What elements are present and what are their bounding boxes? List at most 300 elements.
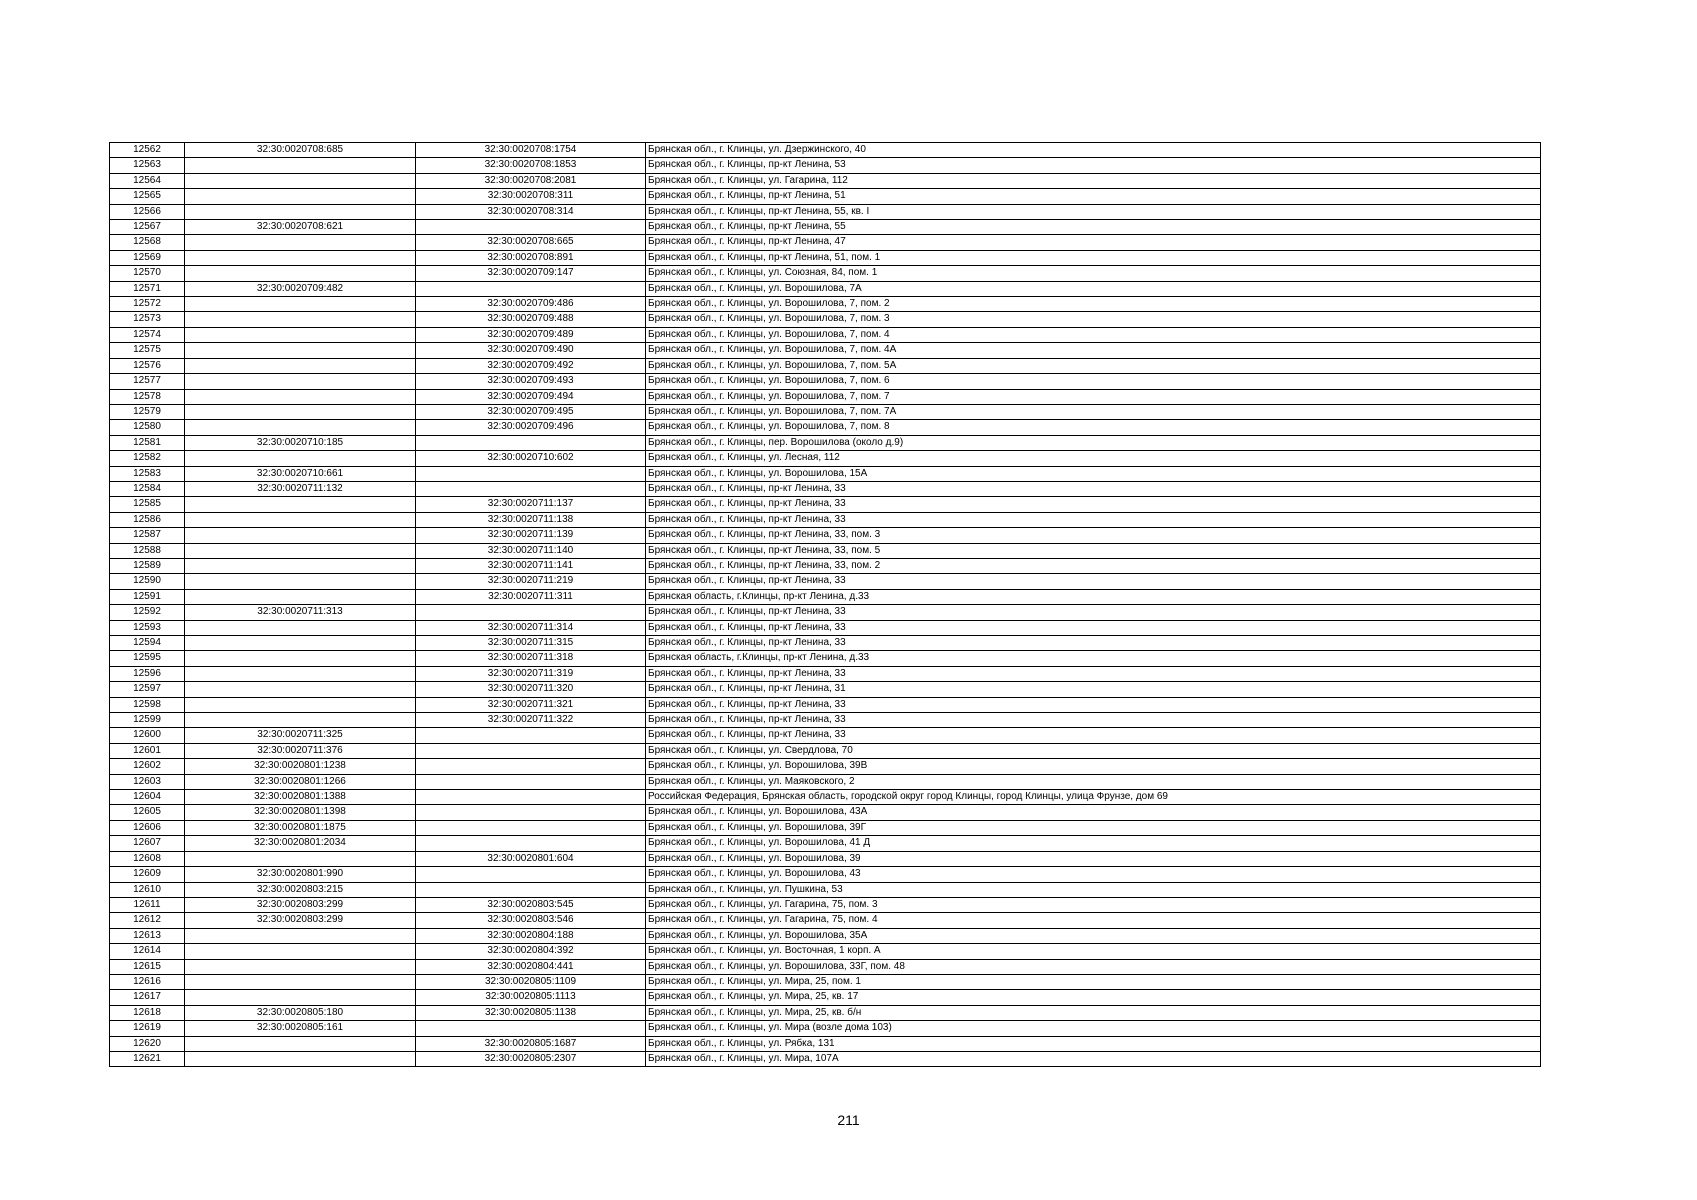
address-cell: Брянская обл., г. Клинцы, ул. Ворошилова, 35А [646, 928, 1541, 943]
address-cell: Брянская обл., г. Клинцы, ул. Пушкина, 53 [646, 882, 1541, 897]
table-row [110, 743, 1541, 758]
table-row [110, 913, 1541, 928]
object-number-cell [416, 805, 646, 820]
table-row [110, 882, 1541, 897]
address-cell: Брянская обл., г. Клинцы, пр-кт Ленина, 33 [646, 728, 1541, 743]
cadastral-number-cell [185, 250, 416, 265]
page-number: 211 [837, 1112, 860, 1128]
table-row [110, 774, 1541, 789]
row-number-cell: 12578 [110, 389, 185, 404]
object-number-cell: 32:30:0020708:311 [416, 189, 646, 204]
table-row [110, 266, 1541, 281]
row-number-cell: 12621 [110, 1051, 185, 1066]
row-number-cell: 12581 [110, 435, 185, 450]
address-cell: Брянская обл., г. Клинцы, пр-кт Ленина, 51 [646, 189, 1541, 204]
table-row [110, 420, 1541, 435]
address-cell: Брянская обл., г. Клинцы, пр-кт Ленина, 33, пом. 3 [646, 528, 1541, 543]
cadastral-number-cell [185, 851, 416, 866]
table-row [110, 574, 1541, 589]
address-cell: Брянская обл., г. Клинцы, ул. Ворошилова, 43А [646, 805, 1541, 820]
row-number-cell: 12587 [110, 528, 185, 543]
address-cell: Брянская обл., г. Клинцы, пр-кт Ленина, 31 [646, 682, 1541, 697]
table-row [110, 1021, 1541, 1036]
row-number-cell: 12592 [110, 605, 185, 620]
table-row [110, 235, 1541, 250]
table-row [110, 666, 1541, 681]
cadastral-number-cell [185, 574, 416, 589]
row-number-cell: 12576 [110, 358, 185, 373]
object-number-cell: 32:30:0020805:1687 [416, 1036, 646, 1051]
address-cell: Брянская обл., г. Клинцы, ул. Ворошилова, 7А [646, 281, 1541, 296]
row-number-cell: 12563 [110, 158, 185, 173]
table-row [110, 466, 1541, 481]
address-cell: Брянская обл., г. Клинцы, ул. Ворошилова, 7, пом. 4 [646, 327, 1541, 342]
object-number-cell [416, 481, 646, 496]
address-cell: Брянская обл., г. Клинцы, ул. Ворошилова, 7, пом. 5А [646, 358, 1541, 373]
object-number-cell [416, 774, 646, 789]
object-number-cell: 32:30:0020711:138 [416, 512, 646, 527]
object-number-cell: 32:30:0020710:602 [416, 451, 646, 466]
row-number-cell: 12605 [110, 805, 185, 820]
object-number-cell: 32:30:0020805:1113 [416, 990, 646, 1005]
object-number-cell [416, 220, 646, 235]
cadastral-number-cell [185, 682, 416, 697]
cadastral-number-cell [185, 697, 416, 712]
object-number-cell: 32:30:0020711:321 [416, 697, 646, 712]
table-row [110, 158, 1541, 173]
row-number-cell: 12577 [110, 374, 185, 389]
object-number-cell: 32:30:0020804:392 [416, 944, 646, 959]
address-cell: Брянская обл., г. Клинцы, ул. Ворошилова, 33Г, пом. 48 [646, 959, 1541, 974]
registry-table-body [110, 143, 1541, 1067]
row-number-cell: 12579 [110, 404, 185, 419]
table-row [110, 1051, 1541, 1066]
address-cell: Брянская обл., г. Клинцы, ул. Гагарина, 112 [646, 173, 1541, 188]
cadastral-number-cell: 32:30:0020711:313 [185, 605, 416, 620]
row-number-cell: 12603 [110, 774, 185, 789]
cadastral-number-cell [185, 497, 416, 512]
row-number-cell: 12586 [110, 512, 185, 527]
object-number-cell: 32:30:0020708:1754 [416, 143, 646, 158]
object-number-cell: 32:30:0020711:219 [416, 574, 646, 589]
row-number-cell: 12571 [110, 281, 185, 296]
object-number-cell: 32:30:0020711:141 [416, 558, 646, 573]
object-number-cell: 32:30:0020711:318 [416, 651, 646, 666]
row-number-cell: 12620 [110, 1036, 185, 1051]
object-number-cell: 32:30:0020708:2081 [416, 173, 646, 188]
object-number-cell: 32:30:0020804:188 [416, 928, 646, 943]
object-number-cell: 32:30:0020709:496 [416, 420, 646, 435]
table-row [110, 189, 1541, 204]
table-row [110, 312, 1541, 327]
cadastral-number-cell [185, 713, 416, 728]
address-cell: Брянская обл., г. Клинцы, ул. Ворошилова, 43 [646, 867, 1541, 882]
address-cell: Брянская обл., г. Клинцы, ул. Ворошилова, 15А [646, 466, 1541, 481]
object-number-cell: 32:30:0020711:315 [416, 636, 646, 651]
row-number-cell: 12566 [110, 204, 185, 219]
table-row [110, 543, 1541, 558]
row-number-cell: 12602 [110, 759, 185, 774]
row-number-cell: 12597 [110, 682, 185, 697]
table-row [110, 697, 1541, 712]
address-cell: Брянская обл., г. Клинцы, ул. Союзная, 84, пом. 1 [646, 266, 1541, 281]
row-number-cell: 12593 [110, 620, 185, 635]
cadastral-number-cell [185, 990, 416, 1005]
cadastral-number-cell [185, 266, 416, 281]
object-number-cell: 32:30:0020711:319 [416, 666, 646, 681]
table-row [110, 605, 1541, 620]
cadastral-number-cell [185, 343, 416, 358]
cadastral-number-cell [185, 512, 416, 527]
table-row [110, 713, 1541, 728]
object-number-cell [416, 435, 646, 450]
table-row [110, 928, 1541, 943]
object-number-cell: 32:30:0020711:140 [416, 543, 646, 558]
row-number-cell: 12615 [110, 959, 185, 974]
cadastral-number-cell: 32:30:0020805:161 [185, 1021, 416, 1036]
row-number-cell: 12604 [110, 790, 185, 805]
cadastral-number-cell: 32:30:0020711:376 [185, 743, 416, 758]
address-cell: Брянская область, г.Клинцы, пр-кт Ленина, д.33 [646, 651, 1541, 666]
address-cell: Брянская обл., г. Клинцы, пр-кт Ленина, 33, пом. 2 [646, 558, 1541, 573]
row-number-cell: 12611 [110, 897, 185, 912]
table-row [110, 1036, 1541, 1051]
address-cell: Брянская обл., г. Клинцы, пр-кт Ленина, 55, кв. I [646, 204, 1541, 219]
row-number-cell: 12588 [110, 543, 185, 558]
row-number-cell: 12594 [110, 636, 185, 651]
row-number-cell: 12599 [110, 713, 185, 728]
table-row [110, 435, 1541, 450]
cadastral-number-cell [185, 666, 416, 681]
table-row [110, 389, 1541, 404]
row-number-cell: 12616 [110, 974, 185, 989]
row-number-cell: 12575 [110, 343, 185, 358]
cadastral-number-cell: 32:30:0020801:1398 [185, 805, 416, 820]
object-number-cell: 32:30:0020708:891 [416, 250, 646, 265]
row-number-cell: 12601 [110, 743, 185, 758]
address-cell: Брянская обл., г. Клинцы, ул. Ворошилова, 7, пом. 6 [646, 374, 1541, 389]
address-cell: Брянская обл., г. Клинцы, ул. Мира, 25, кв. б/н [646, 1005, 1541, 1020]
row-number-cell: 12565 [110, 189, 185, 204]
table-row [110, 143, 1541, 158]
address-cell: Брянская обл., г. Клинцы, ул. Дзержинского, 40 [646, 143, 1541, 158]
address-cell: Брянская обл., г. Клинцы, ул. Гагарина, 75, пом. 4 [646, 913, 1541, 928]
object-number-cell [416, 867, 646, 882]
object-number-cell: 32:30:0020803:545 [416, 897, 646, 912]
address-cell: Брянская обл., г. Клинцы, ул. Ворошилова, 7, пом. 7А [646, 404, 1541, 419]
object-number-cell: 32:30:0020805:1109 [416, 974, 646, 989]
object-number-cell [416, 743, 646, 758]
row-number-cell: 12583 [110, 466, 185, 481]
table-row [110, 944, 1541, 959]
table-row [110, 897, 1541, 912]
cadastral-number-cell: 32:30:0020803:215 [185, 882, 416, 897]
cadastral-number-cell [185, 944, 416, 959]
row-number-cell: 12595 [110, 651, 185, 666]
address-cell: Брянская обл., г. Клинцы, ул. Ворошилова, 39В [646, 759, 1541, 774]
table-row [110, 204, 1541, 219]
object-number-cell: 32:30:0020708:1853 [416, 158, 646, 173]
table-row [110, 374, 1541, 389]
object-number-cell: 32:30:0020709:495 [416, 404, 646, 419]
object-number-cell [416, 836, 646, 851]
object-number-cell: 32:30:0020711:311 [416, 589, 646, 604]
row-number-cell: 12569 [110, 250, 185, 265]
table-row [110, 682, 1541, 697]
row-number-cell: 12589 [110, 558, 185, 573]
table-row [110, 512, 1541, 527]
table-row [110, 250, 1541, 265]
object-number-cell: 32:30:0020708:665 [416, 235, 646, 250]
object-number-cell [416, 466, 646, 481]
cadastral-number-cell: 32:30:0020801:1388 [185, 790, 416, 805]
cadastral-number-cell: 32:30:0020711:132 [185, 481, 416, 496]
address-cell: Брянская обл., г. Клинцы, пр-кт Ленина, 33 [646, 636, 1541, 651]
address-cell: Брянская обл., г. Клинцы, пр-кт Ленина, 53 [646, 158, 1541, 173]
row-number-cell: 12591 [110, 589, 185, 604]
table-row [110, 805, 1541, 820]
table-row [110, 220, 1541, 235]
cadastral-number-cell: 32:30:0020710:185 [185, 435, 416, 450]
object-number-cell: 32:30:0020711:137 [416, 497, 646, 512]
cadastral-number-cell [185, 158, 416, 173]
address-cell: Брянская обл., г. Клинцы, пр-кт Ленина, 33 [646, 666, 1541, 681]
address-cell: Брянская обл., г. Клинцы, ул. Ворошилова, 39 [646, 851, 1541, 866]
cadastral-number-cell [185, 420, 416, 435]
address-cell: Брянская обл., г. Клинцы, пр-кт Ленина, 33 [646, 497, 1541, 512]
cadastral-number-cell [185, 358, 416, 373]
table-row [110, 820, 1541, 835]
row-number-cell: 12613 [110, 928, 185, 943]
cadastral-number-cell: 32:30:0020801:2034 [185, 836, 416, 851]
cadastral-number-cell [185, 636, 416, 651]
cadastral-number-cell [185, 297, 416, 312]
table-row [110, 759, 1541, 774]
object-number-cell: 32:30:0020708:314 [416, 204, 646, 219]
row-number-cell: 12610 [110, 882, 185, 897]
address-cell: Брянская обл., г. Клинцы, ул. Рябка, 131 [646, 1036, 1541, 1051]
address-cell: Брянская обл., г. Клинцы, пр-кт Ленина, 33 [646, 620, 1541, 635]
table-row [110, 327, 1541, 342]
cadastral-number-cell [185, 204, 416, 219]
address-cell: Брянская обл., г. Клинцы, пр-кт Ленина, 55 [646, 220, 1541, 235]
table-row [110, 343, 1541, 358]
row-number-cell: 12596 [110, 666, 185, 681]
object-number-cell: 32:30:0020709:147 [416, 266, 646, 281]
object-number-cell: 32:30:0020709:492 [416, 358, 646, 373]
cadastral-number-cell [185, 620, 416, 635]
address-cell: Брянская обл., г. Клинцы, пр-кт Ленина, 33 [646, 605, 1541, 620]
address-cell: Брянская обл., г. Клинцы, ул. Мира, 25, кв. 17 [646, 990, 1541, 1005]
address-cell: Брянская обл., г. Клинцы, ул. Ворошилова, 7, пом. 3 [646, 312, 1541, 327]
row-number-cell: 12609 [110, 867, 185, 882]
cadastral-number-cell: 32:30:0020803:299 [185, 897, 416, 912]
object-number-cell: 32:30:0020711:314 [416, 620, 646, 635]
table-row [110, 959, 1541, 974]
object-number-cell [416, 882, 646, 897]
row-number-cell: 12584 [110, 481, 185, 496]
address-cell: Брянская обл., г. Клинцы, ул. Лесная, 112 [646, 451, 1541, 466]
table-row [110, 528, 1541, 543]
object-number-cell [416, 1021, 646, 1036]
cadastral-number-cell [185, 959, 416, 974]
address-cell: Брянская обл., г. Клинцы, ул. Ворошилова, 7, пом. 8 [646, 420, 1541, 435]
cadastral-number-cell: 32:30:0020801:990 [185, 867, 416, 882]
address-cell: Брянская обл., г. Клинцы, ул. Ворошилова, 7, пом. 2 [646, 297, 1541, 312]
address-cell: Брянская обл., г. Клинцы, пер. Ворошилова (около д.9) [646, 435, 1541, 450]
row-number-cell: 12570 [110, 266, 185, 281]
object-number-cell [416, 820, 646, 835]
table-row [110, 836, 1541, 851]
cadastral-number-cell: 32:30:0020708:685 [185, 143, 416, 158]
object-number-cell: 32:30:0020801:604 [416, 851, 646, 866]
registry-table [109, 142, 1541, 1067]
object-number-cell: 32:30:0020709:493 [416, 374, 646, 389]
cadastral-number-cell [185, 404, 416, 419]
table-row [110, 620, 1541, 635]
address-cell: Брянская обл., г. Клинцы, пр-кт Ленина, 33 [646, 713, 1541, 728]
address-cell: Брянская обл., г. Клинцы, ул. Ворошилова, 7, пом. 7 [646, 389, 1541, 404]
table-row [110, 1005, 1541, 1020]
cadastral-number-cell [185, 189, 416, 204]
cadastral-number-cell: 32:30:0020805:180 [185, 1005, 416, 1020]
table-row [110, 851, 1541, 866]
table-row [110, 990, 1541, 1005]
address-cell: Брянская обл., г. Клинцы, пр-кт Ленина, 33 [646, 512, 1541, 527]
row-number-cell: 12612 [110, 913, 185, 928]
cadastral-number-cell [185, 974, 416, 989]
cadastral-number-cell [185, 928, 416, 943]
address-cell: Брянская область, г.Клинцы, пр-кт Ленина, д.33 [646, 589, 1541, 604]
cadastral-number-cell [185, 235, 416, 250]
table-row [110, 790, 1541, 805]
address-cell: Брянская обл., г. Клинцы, пр-кт Ленина, 33 [646, 697, 1541, 712]
object-number-cell: 32:30:0020709:488 [416, 312, 646, 327]
address-cell: Брянская обл., г. Клинцы, пр-кт Ленина, 33 [646, 481, 1541, 496]
table-row [110, 867, 1541, 882]
object-number-cell: 32:30:0020709:494 [416, 389, 646, 404]
cadastral-number-cell [185, 528, 416, 543]
table-row [110, 358, 1541, 373]
row-number-cell: 12574 [110, 327, 185, 342]
address-cell: Брянская обл., г. Клинцы, ул. Мира, 107А [646, 1051, 1541, 1066]
cadastral-number-cell [185, 589, 416, 604]
row-number-cell: 12607 [110, 836, 185, 851]
cadastral-number-cell: 32:30:0020711:325 [185, 728, 416, 743]
address-cell: Брянская обл., г. Клинцы, пр-кт Ленина, 33, пом. 5 [646, 543, 1541, 558]
table-row [110, 497, 1541, 512]
object-number-cell: 32:30:0020711:322 [416, 713, 646, 728]
row-number-cell: 12618 [110, 1005, 185, 1020]
row-number-cell: 12573 [110, 312, 185, 327]
table-row [110, 481, 1541, 496]
row-number-cell: 12568 [110, 235, 185, 250]
row-number-cell: 12600 [110, 728, 185, 743]
row-number-cell: 12619 [110, 1021, 185, 1036]
address-cell: Брянская обл., г. Клинцы, пр-кт Ленина, 47 [646, 235, 1541, 250]
table-row [110, 728, 1541, 743]
address-cell: Брянская обл., г. Клинцы, ул. Маяковского, 2 [646, 774, 1541, 789]
object-number-cell: 32:30:0020709:489 [416, 327, 646, 342]
table-row [110, 589, 1541, 604]
cadastral-number-cell: 32:30:0020708:621 [185, 220, 416, 235]
object-number-cell [416, 790, 646, 805]
object-number-cell: 32:30:0020805:1138 [416, 1005, 646, 1020]
cadastral-number-cell [185, 312, 416, 327]
row-number-cell: 12617 [110, 990, 185, 1005]
address-cell: Брянская обл., г. Клинцы, ул. Гагарина, 75, пом. 3 [646, 897, 1541, 912]
object-number-cell: 32:30:0020804:441 [416, 959, 646, 974]
address-cell: Российская Федерация, Брянская область, городской округ город Клинцы, город Клинцы, улица Фрунзе, дом 69 [646, 790, 1541, 805]
cadastral-number-cell [185, 374, 416, 389]
cadastral-number-cell: 32:30:0020801:1875 [185, 820, 416, 835]
address-cell: Брянская обл., г. Клинцы, ул. Свердлова, 70 [646, 743, 1541, 758]
cadastral-number-cell [185, 451, 416, 466]
cadastral-number-cell [185, 327, 416, 342]
cadastral-number-cell [185, 543, 416, 558]
row-number-cell: 12606 [110, 820, 185, 835]
cadastral-number-cell: 32:30:0020803:299 [185, 913, 416, 928]
cadastral-number-cell: 32:30:0020801:1266 [185, 774, 416, 789]
object-number-cell: 32:30:0020709:490 [416, 343, 646, 358]
cadastral-number-cell [185, 558, 416, 573]
row-number-cell: 12572 [110, 297, 185, 312]
cadastral-number-cell [185, 173, 416, 188]
object-number-cell: 32:30:0020709:486 [416, 297, 646, 312]
table-row [110, 651, 1541, 666]
cadastral-number-cell [185, 651, 416, 666]
row-number-cell: 12567 [110, 220, 185, 235]
table-row [110, 281, 1541, 296]
address-cell: Брянская обл., г. Клинцы, ул. Ворошилова, 39Г [646, 820, 1541, 835]
table-row [110, 297, 1541, 312]
object-number-cell [416, 605, 646, 620]
object-number-cell: 32:30:0020711:320 [416, 682, 646, 697]
row-number-cell: 12564 [110, 173, 185, 188]
address-cell: Брянская обл., г. Клинцы, ул. Восточная, 1 корп. А [646, 944, 1541, 959]
cadastral-number-cell: 32:30:0020801:1238 [185, 759, 416, 774]
address-cell: Брянская обл., г. Клинцы, ул. Ворошилова, 7, пом. 4А [646, 343, 1541, 358]
row-number-cell: 12598 [110, 697, 185, 712]
object-number-cell [416, 759, 646, 774]
row-number-cell: 12562 [110, 143, 185, 158]
cadastral-number-cell [185, 1051, 416, 1066]
table-row [110, 404, 1541, 419]
row-number-cell: 12585 [110, 497, 185, 512]
address-cell: Брянская обл., г. Клинцы, пр-кт Ленина, 33 [646, 574, 1541, 589]
table-row [110, 636, 1541, 651]
object-number-cell: 32:30:0020803:546 [416, 913, 646, 928]
object-number-cell [416, 728, 646, 743]
address-cell: Брянская обл., г. Клинцы, пр-кт Ленина, 51, пом. 1 [646, 250, 1541, 265]
cadastral-number-cell [185, 1036, 416, 1051]
row-number-cell: 12590 [110, 574, 185, 589]
row-number-cell: 12608 [110, 851, 185, 866]
object-number-cell: 32:30:0020711:139 [416, 528, 646, 543]
address-cell: Брянская обл., г. Клинцы, ул. Мира, 25, пом. 1 [646, 974, 1541, 989]
table-row [110, 451, 1541, 466]
address-cell: Брянская обл., г. Клинцы, ул. Ворошилова, 41 Д [646, 836, 1541, 851]
cadastral-number-cell: 32:30:0020709:482 [185, 281, 416, 296]
row-number-cell: 12614 [110, 944, 185, 959]
address-cell: Брянская обл., г. Клинцы, ул. Мира (возле дома 103) [646, 1021, 1541, 1036]
row-number-cell: 12580 [110, 420, 185, 435]
table-row [110, 974, 1541, 989]
row-number-cell: 12582 [110, 451, 185, 466]
table-row [110, 558, 1541, 573]
object-number-cell [416, 281, 646, 296]
object-number-cell: 32:30:0020805:2307 [416, 1051, 646, 1066]
